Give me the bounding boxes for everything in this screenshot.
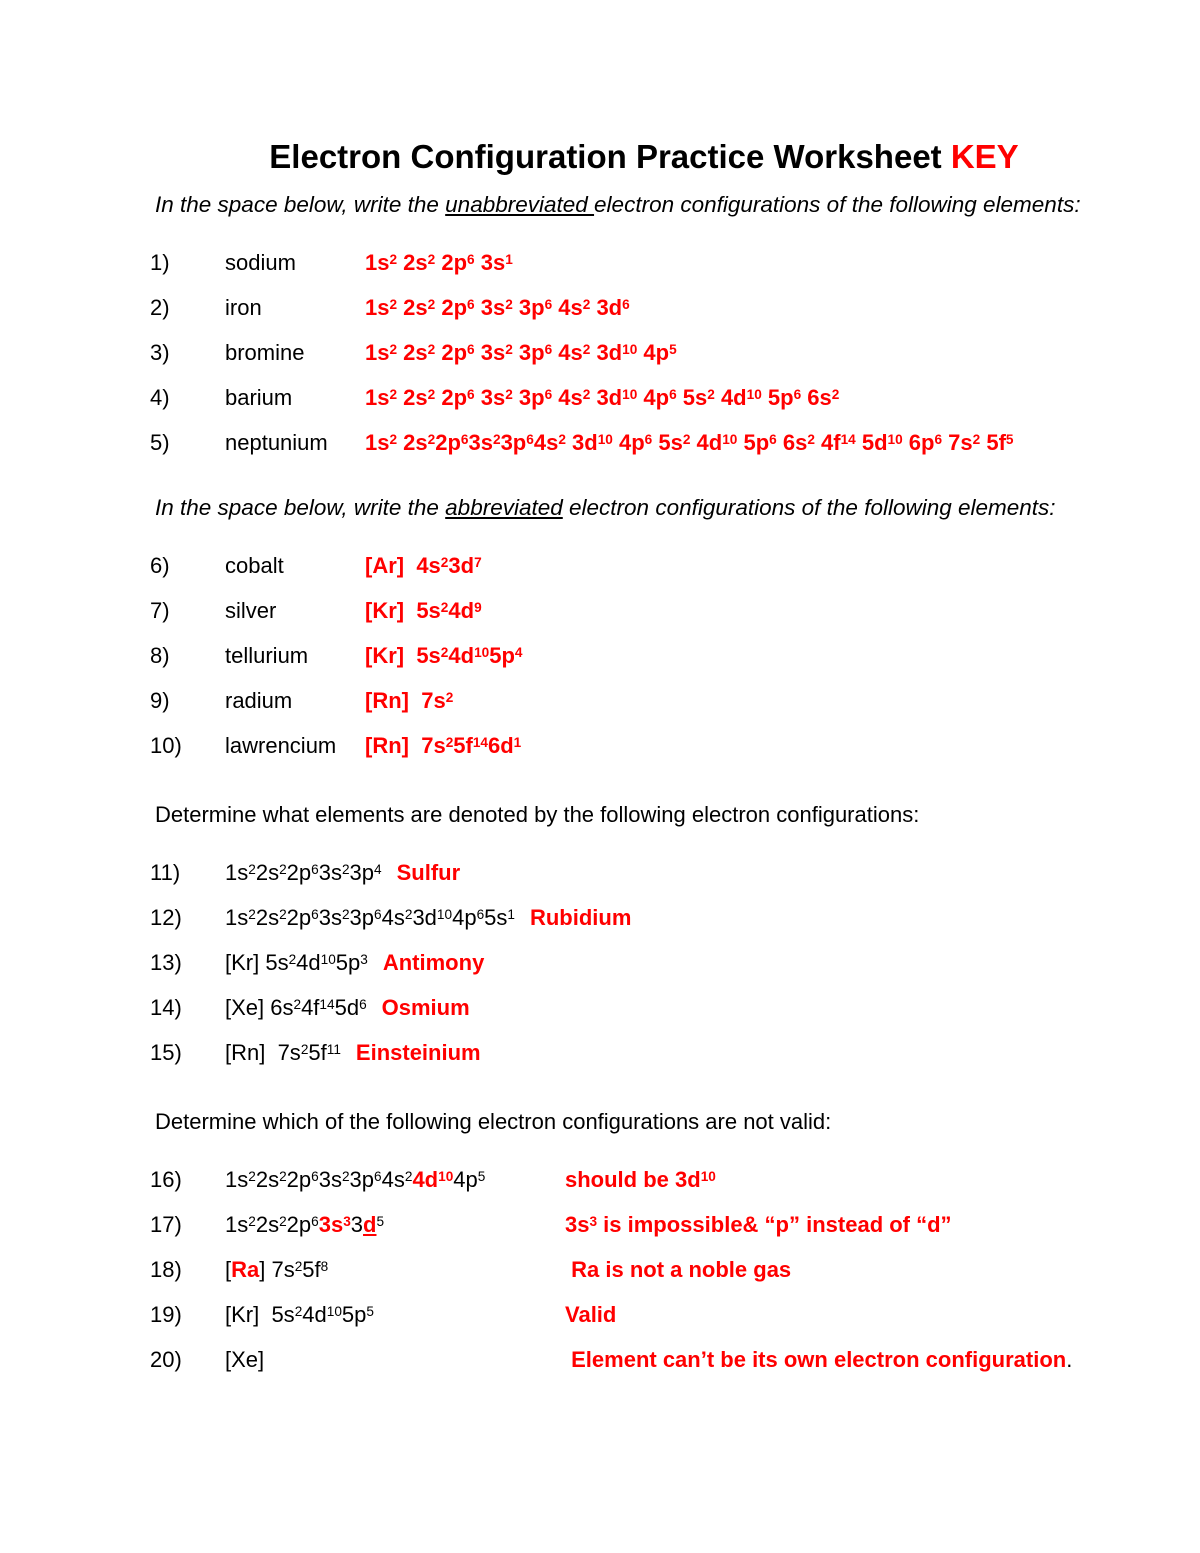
- worksheet-item: [150, 680, 1170, 725]
- answer-text: Sulfur: [396, 860, 461, 885]
- item-number: 15): [150, 1040, 182, 1065]
- answer-text: $1s^2$ $2s^2$ $2p^6$ $3s^1$: [365, 250, 513, 275]
- answer-text: Einsteinium: [355, 1040, 481, 1065]
- item-number: 14): [150, 995, 182, 1020]
- electron-config: [Kr] $5s^24d^{10}5p^3$: [225, 950, 368, 975]
- element-name: silver: [225, 598, 277, 623]
- item-number: 18): [150, 1257, 182, 1282]
- electron-config: [Ra] $7s^25f^8$: [225, 1257, 329, 1282]
- element-name: bromine: [225, 340, 305, 365]
- electron-config: [Kr] $5s^24d^{10}5p^5$: [225, 1302, 374, 1327]
- item-number: 19): [150, 1302, 182, 1327]
- electron-config: $1s^22s^22p^63s^33d^5$: [225, 1212, 385, 1237]
- element-name: barium: [225, 385, 293, 410]
- item-number: 8): [150, 643, 170, 668]
- page-title: [0, 138, 1200, 176]
- item-number: 4): [150, 385, 170, 410]
- answer-text: Osmium: [381, 995, 470, 1020]
- worksheet-item: [150, 1339, 1170, 1384]
- worksheet-item: [150, 635, 1170, 680]
- section-abbreviated: [150, 493, 1170, 770]
- worksheet-item: [150, 725, 1170, 770]
- section-unabbreviated: [150, 190, 1170, 467]
- electron-config: [Xe] $6s^24f^{14}5d^6$: [225, 995, 367, 1020]
- worksheet-item: [150, 987, 1170, 1032]
- worksheet-item: [150, 287, 1170, 332]
- element-name: radium: [225, 688, 293, 713]
- answer-text: [Kr] $5s^24d^{10}5p^4$: [365, 643, 523, 668]
- answer-text: Valid: [565, 1302, 617, 1327]
- electron-config: $1s^22s^22p^63s^23p^64s^23d^{10}4p^65s^1$: [225, 905, 515, 930]
- answer-text: Antimony: [382, 950, 485, 975]
- worksheet-item: [150, 332, 1170, 377]
- answer-text: $1s^2$ $2s^22p^63s^23p^64s^2$ $3d^{10}$ $4p^6$ $5s^2$ $4d^{10}$ $5p^6$ $6s^2$ $4f^{14}$ $5d^{10}$ $6p^6$ $7s^2$ $5f^5$: [365, 430, 1014, 455]
- item-number: 1): [150, 250, 170, 275]
- answer-text: $1s^2$ $2s^2$ $2p^6$ $3s^2$ $3p^6$ $4s^2$ $3d^{10}$ $4p^5$: [365, 340, 677, 365]
- answer-text: Ra is not a noble gas: [565, 1257, 792, 1282]
- section-identify: [150, 800, 1170, 1077]
- electron-config: [Rn] $7s^25f^{11}$: [225, 1040, 341, 1065]
- answer-text: [Rn] $7s^25f^{14}6d^1$: [365, 733, 522, 758]
- section-validity: [150, 1107, 1170, 1384]
- worksheet-item: [150, 852, 1170, 897]
- item-number: 13): [150, 950, 182, 975]
- worksheet-item: [150, 377, 1170, 422]
- answer-text: Rubidium: [529, 905, 632, 930]
- item-number: 11): [150, 860, 181, 885]
- worksheet-item: [150, 545, 1170, 590]
- item-number: 10): [150, 733, 182, 758]
- answer-text: $1s^2$ $2s^2$ $2p^6$ $3s^2$ $3p^6$ $4s^2$ $3d^{10}$ $4p^6$ $5s^2$ $4d^{10}$ $5p^6$ $6s^2$: [365, 385, 840, 410]
- item-list: [150, 1159, 1170, 1384]
- answer-text: should be $3d^{10}$: [565, 1167, 716, 1192]
- item-list: [150, 852, 1170, 1077]
- worksheet-item: [150, 590, 1170, 635]
- worksheet-item: [150, 1294, 1170, 1339]
- worksheet-item: [150, 1204, 1170, 1249]
- item-number: 5): [150, 430, 170, 455]
- title-key-label: KEY: [950, 138, 1019, 175]
- worksheet-item: [150, 1159, 1170, 1204]
- element-name: lawrencium: [225, 733, 337, 758]
- section-heading: Determine which of the following electron configurations are not valid:: [155, 1109, 832, 1134]
- answer-text: [Rn] $7s^2$: [365, 688, 454, 713]
- title-text: Electron Configuration Practice Worksheet: [269, 138, 951, 175]
- worksheet-item: [150, 242, 1170, 287]
- item-number: 9): [150, 688, 170, 713]
- worksheet-item: [150, 1032, 1170, 1077]
- element-name: tellurium: [225, 643, 309, 668]
- section-intro: In the space below, write the unabbreviated electron configurations of the following elements:: [155, 192, 1081, 217]
- electron-config: [Xe]: [225, 1347, 265, 1372]
- item-number: 12): [150, 905, 182, 930]
- answer-text: $1s^2$ $2s^2$ $2p^6$ $3s^2$ $3p^6$ $4s^2$ $3d^6$: [365, 295, 630, 320]
- worksheet-item: [150, 422, 1170, 467]
- answer-text: [Ar] $4s^23d^7$: [365, 553, 482, 578]
- item-list: [150, 545, 1170, 770]
- item-number: 2): [150, 295, 170, 320]
- item-number: 16): [150, 1167, 182, 1192]
- item-list: [150, 242, 1170, 467]
- element-name: cobalt: [225, 553, 284, 578]
- answer-text: [Kr] $5s^24d^9$: [365, 598, 482, 623]
- element-name: sodium: [225, 250, 296, 275]
- answer-text: $3s^3$ is impossible& “p” instead of “d”: [565, 1212, 952, 1237]
- element-name: iron: [225, 295, 262, 320]
- electron-config: $1s^22s^22p^63s^23p^64s^24d^{10}4p^5$: [225, 1167, 486, 1192]
- worksheet-item: [150, 942, 1170, 987]
- section-heading: Determine what elements are denoted by the following electron configurations:: [155, 802, 920, 827]
- answer-text: Element can’t be its own electron configuration.: [565, 1347, 1073, 1372]
- worksheet-item: [150, 897, 1170, 942]
- item-number: 3): [150, 340, 170, 365]
- item-number: 7): [150, 598, 170, 623]
- electron-config: $1s^22s^22p^63s^23p^4$: [225, 860, 382, 885]
- item-number: 17): [150, 1212, 182, 1237]
- element-name: neptunium: [225, 430, 328, 455]
- item-number: 6): [150, 553, 170, 578]
- section-intro: In the space below, write the abbreviated electron configurations of the following elements:: [155, 495, 1056, 520]
- item-number: 20): [150, 1347, 182, 1372]
- worksheet-item: [150, 1249, 1170, 1294]
